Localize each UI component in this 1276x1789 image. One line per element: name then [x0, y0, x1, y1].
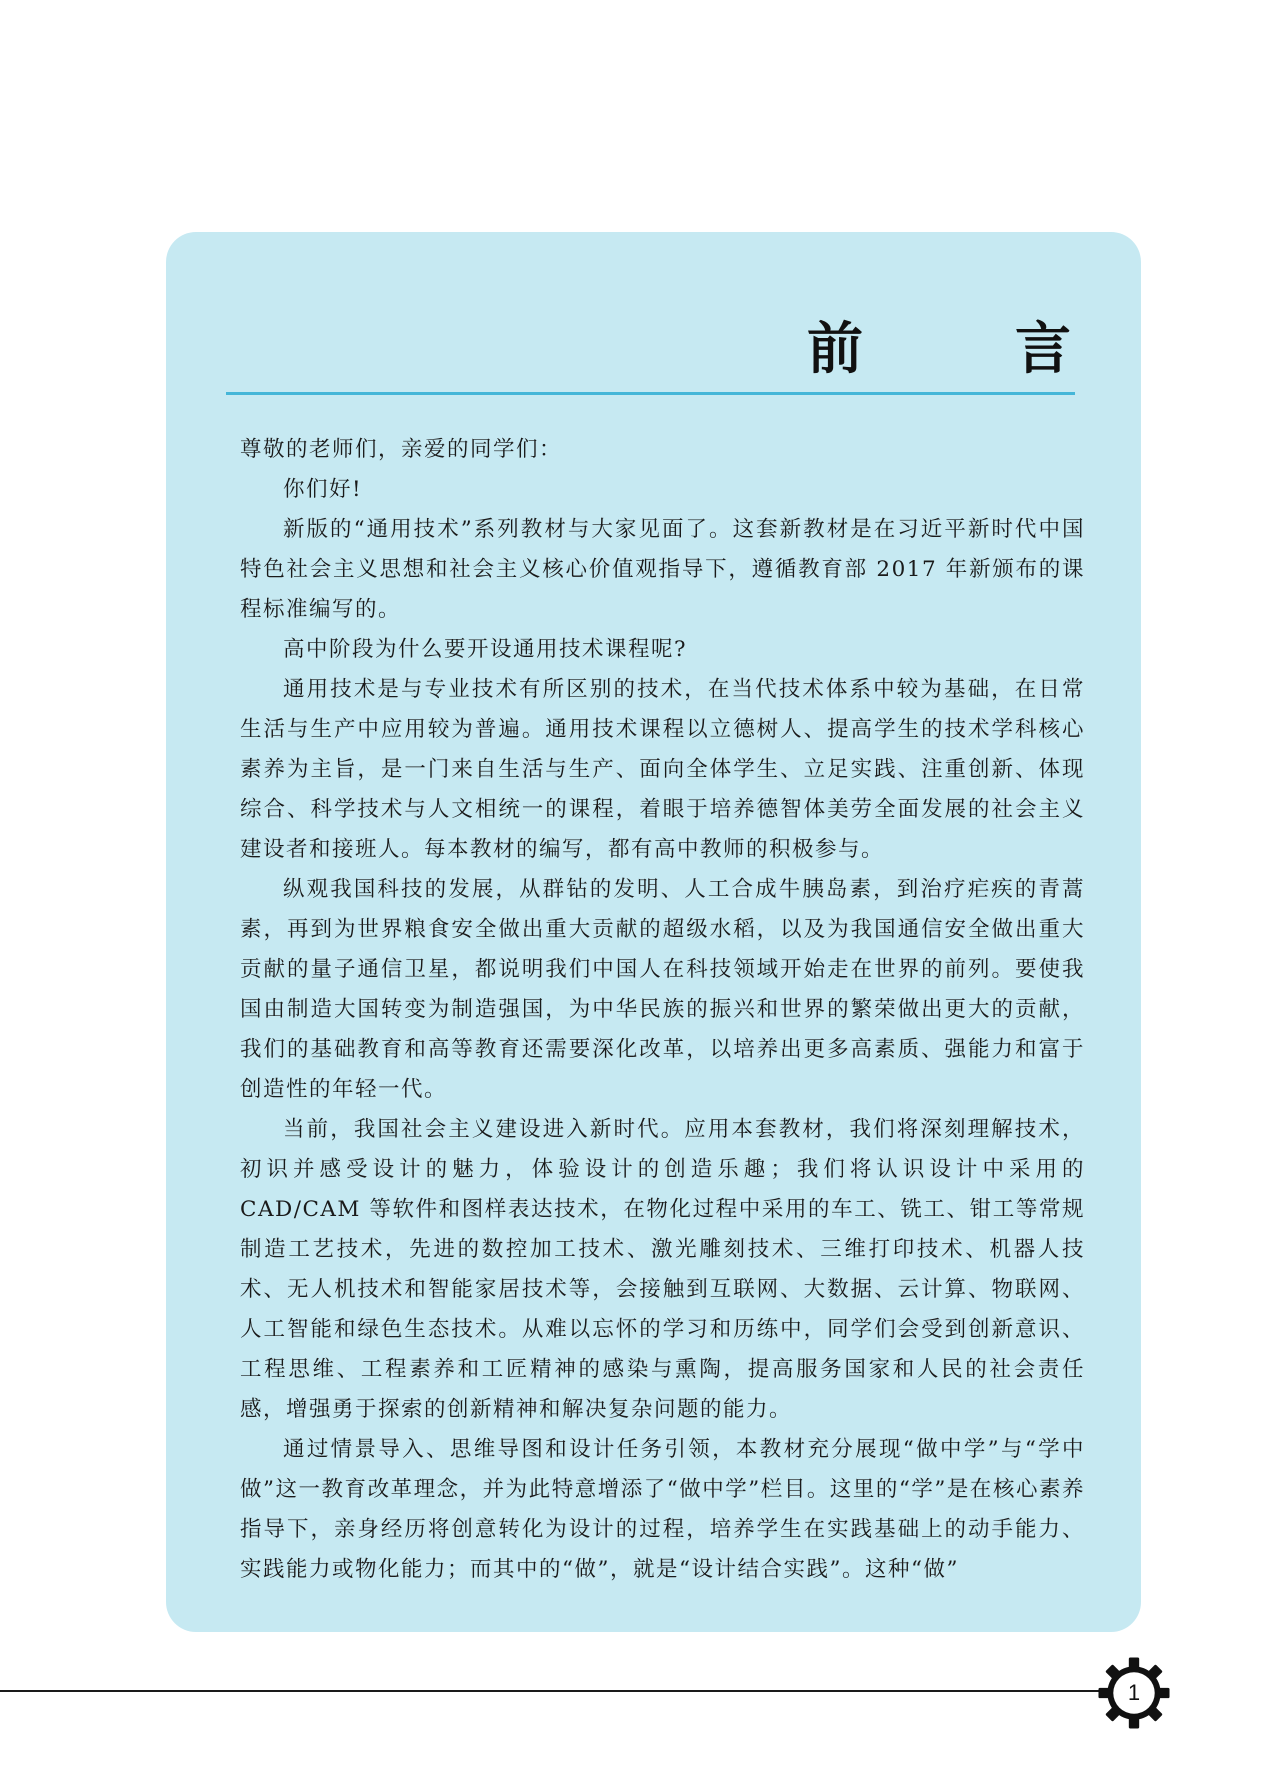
- paragraph: 通用技术是与专业技术有所区别的技术，在当代技术体系中较为基础，在日常生活与生产中应用较为普遍。通用技术课程以立德树人、提高学生的技术学科核心素养为主旨，是一门来自生活与生产、面向全体学生、立足实践、注重创新、体现综合、科学技术与人文相统一的课程，着眼于培养德智体美劳全面发展的社会主义建设者和接班人。每本教材的编写，都有高中教师的积极参与。: [240, 677, 1085, 862]
- paragraph: 高中阶段为什么要开设通用技术课程呢?: [283, 637, 688, 662]
- paragraph: 当前，我国社会主义建设进入新时代。应用本套教材，我们将深刻理解技术，初识并感受设计的魅力，体验设计的创造乐趣；我们将认识设计中采用的 CAD/CAM 等软件和图样表达技术，在物化过程中采用的车工、铣工、钳工等常规制造工艺技术，先进的数控加工技术、激光雕刻技术、三维打印技术、机器人技术、无人机技术和智能家居技术等，会接触到互联网、大数据、云计算、物联网、人工智能和绿色生态技术。从难以忘怀的学习和历练中，同学们会受到创新意识、工程思维、工程素养和工匠精神的感染与熏陶，提高服务国家和人民的社会责任感，增强勇于探索的创新精神和解决复杂问题的能力。: [240, 1117, 1085, 1422]
- preface-panel: [166, 232, 1141, 1632]
- greeting: 你们好!: [283, 477, 363, 502]
- page-title: 前 言: [807, 317, 1119, 382]
- footer-divider: [0, 1690, 1110, 1692]
- title-divider: [226, 392, 1075, 395]
- paragraph: 新版的“通用技术”系列教材与大家见面了。这套新教材是在习近平新时代中国特色社会主义思想和社会主义核心价值观指导下，遵循教育部 2017 年新颁布的课程标准编写的。: [240, 517, 1085, 622]
- page-number: 1: [1127, 1680, 1141, 1705]
- preface-body: [240, 430, 1085, 1590]
- paragraph: 通过情景导入、思维导图和设计任务引领，本教材充分展现“做中学”与“学中做”这一教育改革理念，并为此特意增添了“做中学”栏目。这里的“学”是在核心素养指导下，亲身经历将创意转化为设计的过程，培养学生在实践基础上的动手能力、实践能力或物化能力；而其中的“做”，就是“设计结合实践”。这种“做”: [240, 1437, 1085, 1582]
- paragraph: 纵观我国科技的发展，从群钻的发明、人工合成牛胰岛素，到治疗疟疾的青蒿素，再到为世界粮食安全做出重大贡献的超级水稻，以及为我国通信安全做出重大贡献的量子通信卫星，都说明我们中国人在科技领域开始走在世界的前列。要使我国由制造大国转变为制造强国，为中华民族的振兴和世界的繁荣做出更大的贡献，我们的基础教育和高等教育还需要深化改革，以培养出更多高素质、强能力和富于创造性的年轻一代。: [240, 877, 1085, 1102]
- salutation: 尊敬的老师们，亲爱的同学们：: [240, 437, 563, 462]
